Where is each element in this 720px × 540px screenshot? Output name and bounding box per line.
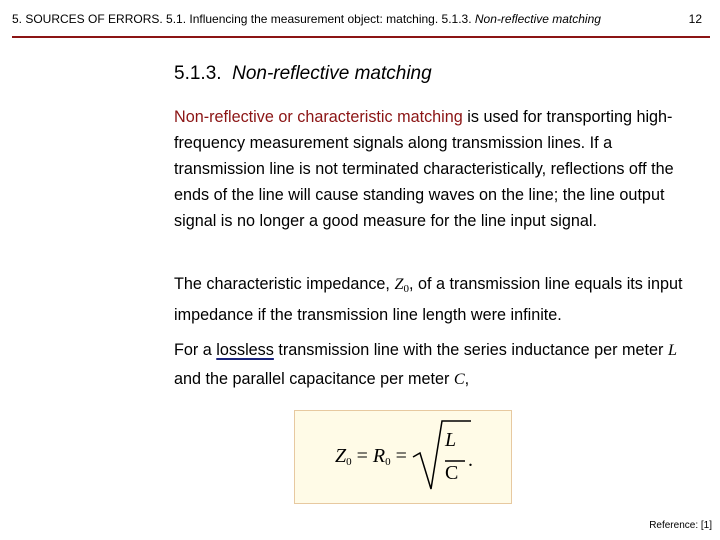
formula-z-sub: 0	[346, 456, 352, 468]
page-number: 12	[688, 12, 702, 26]
breadcrumb-italic: Non-reflective matching	[474, 12, 601, 26]
header-divider	[12, 36, 710, 38]
impedance-text-before: The characteristic impedance,	[174, 275, 395, 293]
breadcrumb	[12, 12, 601, 26]
lossless-text-after: ,	[464, 370, 470, 388]
section-title-text: Non-reflective matching	[232, 63, 432, 84]
formula-denominator: C	[445, 462, 459, 484]
lossless-text-middle2: and the parallel capacitance per meter	[174, 370, 454, 388]
paragraph-matching	[174, 104, 704, 234]
section-number: 5.1.3.	[174, 63, 222, 84]
reference-note: Reference: [1]	[649, 520, 712, 531]
section-title	[174, 63, 432, 85]
highlight-term: Non-reflective or characteristic matching	[174, 108, 463, 126]
inductance-symbol: L	[667, 341, 677, 359]
breadcrumb-text: 5. SOURCES OF ERRORS. 5.1. Influencing the measurement object: matching. 5.1.3.	[12, 12, 472, 26]
capacitance-symbol: C	[453, 370, 465, 388]
paragraph-impedance	[174, 271, 704, 328]
formula-z: Z	[335, 445, 347, 467]
formula-r-sub: 0	[385, 456, 391, 468]
formula-box	[294, 410, 512, 504]
formula-numerator: L	[445, 429, 457, 451]
impedance-text-after: , of a transmission line equals its input impedance if the transmission line length were infinite.	[174, 275, 683, 324]
formula-dot: .	[468, 449, 473, 471]
lossless-link[interactable]: lossless	[216, 341, 274, 359]
paragraph-lossless	[174, 336, 704, 394]
impedance-subscript: 0	[403, 283, 409, 295]
formula-eq1: =	[351, 445, 373, 467]
lossless-text-middle: transmission line with the series inductance per meter	[273, 341, 668, 359]
sqrt-symbol	[295, 411, 513, 505]
lossless-text-before: For a	[174, 341, 217, 359]
slide-header	[12, 12, 710, 32]
paragraph-matching-text: is used for transporting high-frequency measurement signals along transmission lines. If a transmission line is not terminated characteristically, reflections off the ends of the line will cause standing waves on the line; the line output signal is no longer a good measure for the line input signal.	[174, 108, 674, 230]
impedance-symbol: Z	[394, 275, 404, 293]
formula-r: R	[372, 445, 386, 467]
formula-eq2: =	[390, 445, 407, 467]
